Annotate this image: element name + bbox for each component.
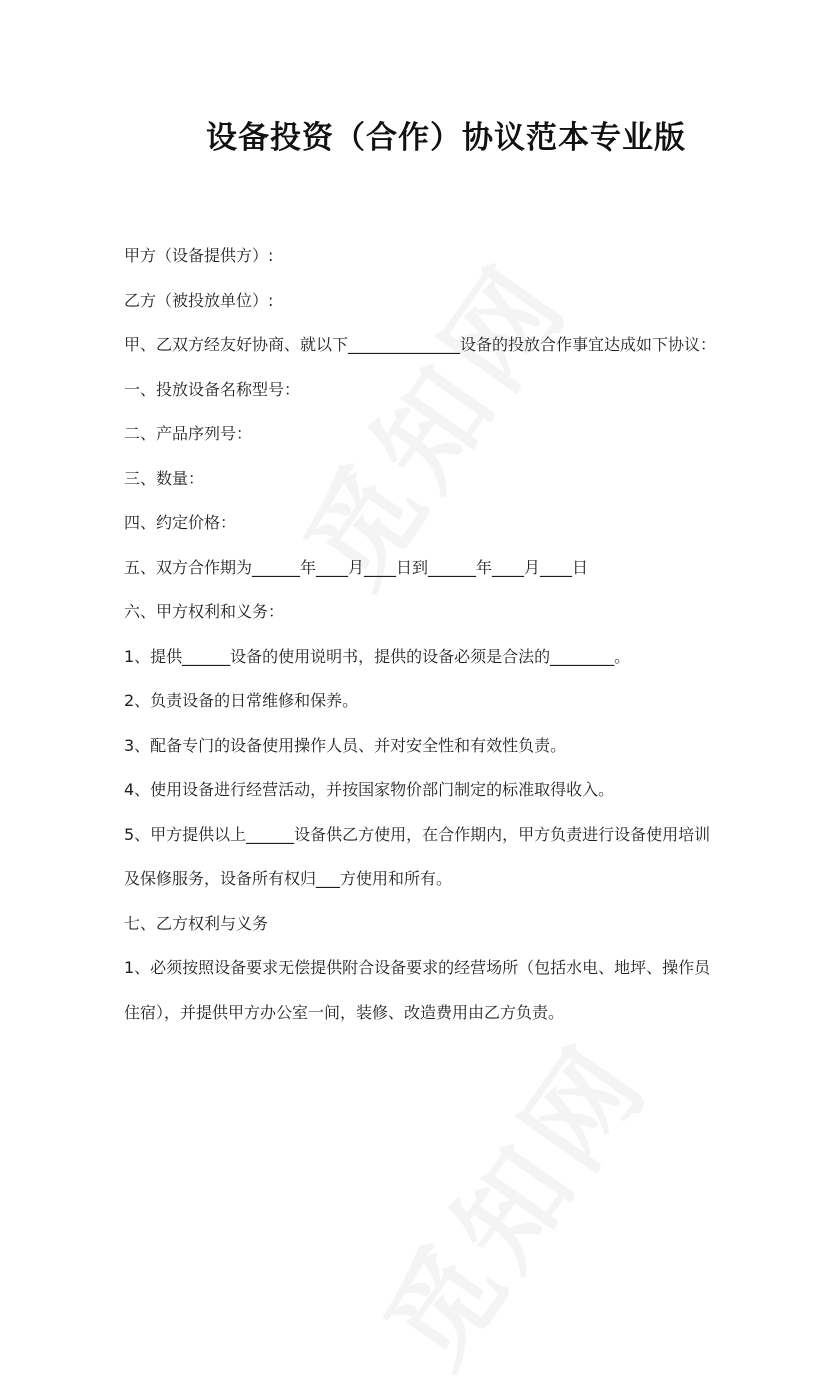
clause-serial-number: 二、产品序列号： <box>124 424 253 443</box>
clause-price: 四、约定价格： <box>124 513 237 532</box>
party-a-item-4: 4、使用设备进行经营活动，并按国家物价部门制定的标准取得收入。 <box>124 780 615 799</box>
document-body <box>124 234 724 1035</box>
party-a-line: 甲方（设备提供方）: <box>124 246 274 265</box>
party-a-item-3: 3、配备专门的设备使用操作人员、并对安全性和有效性负责。 <box>124 735 567 755</box>
party-a-item-1: 1、提供______设备的使用说明书，提供的设备必须是合法的________。 <box>124 646 631 666</box>
preamble-paragraph: 甲、乙双方经友好协商、就以下______________设备的投放合作事宜达成如下协议： <box>124 335 717 354</box>
section-party-a-rights: 六、甲方权利和义务： <box>124 602 285 621</box>
document-title: 设备投资（合作）协议范本专业版 <box>206 120 686 156</box>
watermark <box>342 1006 678 1392</box>
party-b-item-1: 1、必须按照设备要求无偿提供附合设备要求的经营场所（包括水电、地坪、操作员住宿），并提供甲方办公室一间，装修、改造费用由乙方负责。 <box>124 958 711 1022</box>
clause-equipment-model: 一、投放设备名称型号： <box>124 379 301 399</box>
party-a-item-5: 5、甲方提供以上______设备供乙方使用，在合作期内，甲方负责进行设备使用培训及保修服务，设备所有权归___方使用和所有。 <box>124 824 711 888</box>
party-b-line: 乙方（被投放单位）: <box>124 290 274 310</box>
party-a-item-2: 2、负责设备的日常维修和保养。 <box>124 691 359 710</box>
clause-cooperation-period: 五、双方合作期为______年____月____日到______年____月____日 <box>124 557 589 577</box>
section-party-b-rights: 七、乙方权利与义务 <box>124 913 269 933</box>
clause-quantity: 三、数量： <box>124 468 205 488</box>
